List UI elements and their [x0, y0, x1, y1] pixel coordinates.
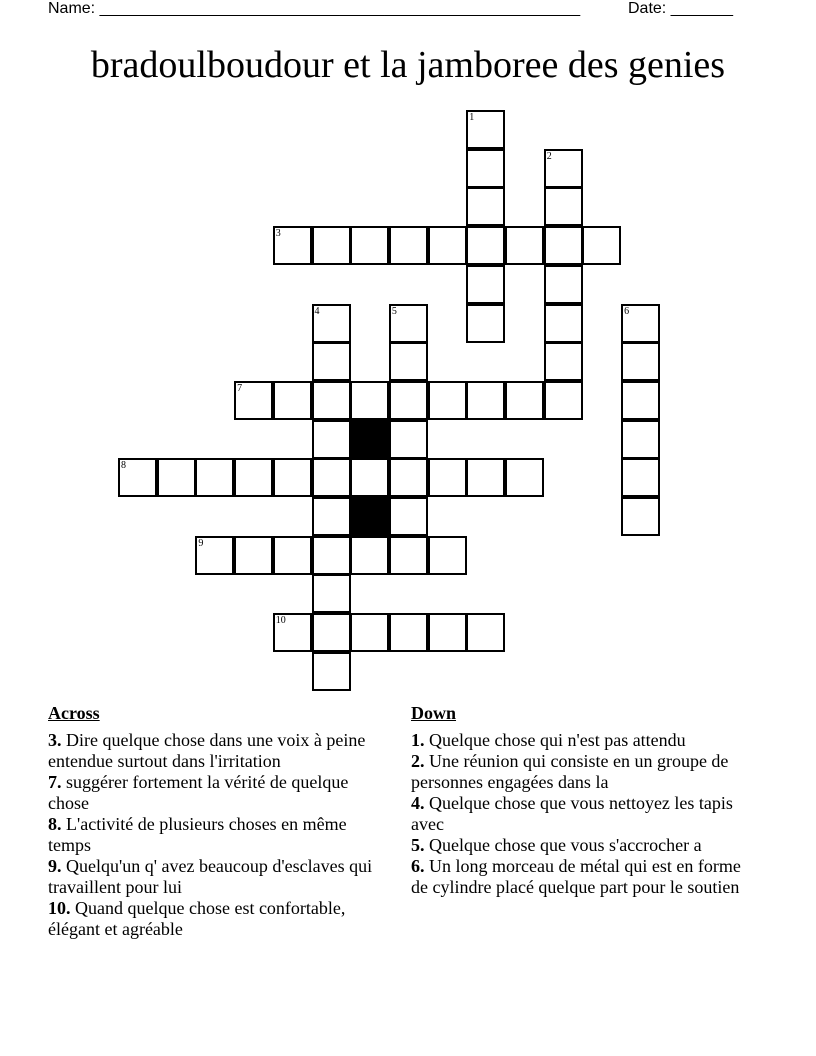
down-clues	[411, 703, 756, 898]
grid-cell[interactable]	[466, 381, 505, 420]
grid-cell[interactable]	[312, 574, 351, 613]
grid-cell[interactable]	[312, 458, 351, 497]
grid-cell[interactable]	[273, 613, 312, 652]
grid-cell[interactable]	[389, 420, 428, 459]
clue-number: 6	[624, 305, 630, 317]
grid-cell[interactable]	[312, 420, 351, 459]
grid-cell[interactable]	[621, 381, 660, 420]
clue-number: 2	[546, 150, 552, 162]
grid-cell[interactable]	[544, 265, 583, 304]
grid-cell[interactable]	[389, 458, 428, 497]
grid-cell[interactable]	[466, 187, 505, 226]
grid-cell[interactable]	[350, 226, 389, 265]
grid-cell[interactable]	[273, 458, 312, 497]
grid-cell[interactable]	[428, 381, 467, 420]
grid-cell[interactable]	[544, 187, 583, 226]
grid-cell[interactable]	[389, 497, 428, 536]
grid-cell[interactable]	[505, 458, 544, 497]
grid-cell[interactable]	[466, 613, 505, 652]
grid-cell[interactable]	[466, 226, 505, 265]
grid-cell[interactable]	[466, 149, 505, 188]
grid-cell[interactable]	[350, 613, 389, 652]
grid-cell[interactable]	[350, 536, 389, 575]
puzzle-title: bradoulboudour et la jamboree des genies	[90, 44, 726, 86]
clue-down-6: 6. Un long morceau de métal qui est en forme de cylindre placé quelque part pour le soutien	[411, 856, 741, 897]
clue-number: 1	[469, 112, 475, 123]
grid-cell[interactable]	[350, 381, 389, 420]
grid-cell[interactable]	[544, 304, 583, 343]
grid-cell[interactable]	[428, 536, 467, 575]
grid-cell[interactable]	[312, 497, 351, 536]
grid-cell[interactable]	[312, 536, 351, 575]
grid-cell[interactable]	[621, 497, 660, 536]
grid-cell[interactable]	[389, 381, 428, 420]
clue-across-8: 8. L'activité de plusieurs choses en même temps	[48, 814, 347, 855]
grid-cell[interactable]	[544, 381, 583, 420]
grid-cell-blocked	[350, 497, 389, 536]
grid-cell[interactable]	[389, 342, 428, 381]
clue-number: 9	[198, 537, 204, 549]
clue-down-4: 4. Quelque chose que vous nettoyez les tapis avec	[411, 793, 733, 834]
grid-cell[interactable]	[428, 226, 467, 265]
grid-cell[interactable]	[312, 226, 351, 265]
grid-cell[interactable]	[544, 226, 583, 265]
grid-cell[interactable]	[621, 342, 660, 381]
grid-cell[interactable]	[621, 304, 660, 343]
grid-cell[interactable]	[312, 381, 351, 420]
grid-cell[interactable]	[466, 458, 505, 497]
grid-cell[interactable]	[389, 304, 428, 343]
grid-cell[interactable]	[544, 342, 583, 381]
grid-cell[interactable]	[350, 458, 389, 497]
clue-across-10: 10. Quand quelque chose est confortable, élégant et agréable	[48, 898, 346, 939]
grid-cell[interactable]	[389, 226, 428, 265]
clue-down-5: 5. Quelque chose que vous s'accrocher a	[411, 835, 702, 855]
clue-down-2: 2. Une réunion qui consiste en un groupe de personnes engagées dans la	[411, 751, 729, 792]
clue-number: 5	[391, 305, 397, 317]
grid-cell[interactable]	[118, 458, 157, 497]
grid-cell[interactable]	[273, 381, 312, 420]
grid-cell[interactable]	[312, 652, 351, 691]
grid-cell[interactable]	[544, 149, 583, 188]
grid-cell[interactable]	[389, 536, 428, 575]
clue-across-3: 3. Dire quelque chose dans une voix à peine entendue surtout dans l'irritation	[48, 730, 366, 771]
grid-cell[interactable]	[312, 613, 351, 652]
clue-number: 7	[237, 382, 243, 394]
grid-cell[interactable]	[234, 458, 273, 497]
grid-cell[interactable]	[157, 458, 196, 497]
grid-cell[interactable]	[582, 226, 621, 265]
grid-cell[interactable]	[505, 226, 544, 265]
grid-cell[interactable]	[312, 304, 351, 343]
date-field[interactable]: Date: _______	[628, 0, 733, 17]
grid-cell[interactable]	[273, 536, 312, 575]
grid-cell[interactable]	[234, 536, 273, 575]
name-field[interactable]: Name: ______________________________________________________	[48, 0, 581, 17]
clue-number: 4	[314, 305, 320, 317]
clue-down-1: 1. Quelque chose qui n'est pas attendu	[411, 730, 686, 750]
clue-across-7: 7. suggérer fortement la vérité de quelque chose	[48, 772, 349, 813]
grid-cell[interactable]	[466, 110, 505, 149]
grid-cell[interactable]	[195, 458, 234, 497]
grid-cell[interactable]	[466, 265, 505, 304]
across-clues	[48, 703, 393, 940]
across-heading: Across	[48, 703, 100, 723]
clue-across-9: 9. Quelqu'un q' avez beaucoup d'esclaves qui travaillent pour lui	[48, 856, 373, 897]
grid-cell[interactable]	[621, 458, 660, 497]
grid-cell[interactable]	[505, 381, 544, 420]
grid-cell[interactable]	[312, 342, 351, 381]
clue-number: 8	[121, 460, 126, 472]
grid-cell[interactable]	[389, 613, 428, 652]
grid-cell[interactable]	[195, 536, 234, 575]
clue-number: 3	[275, 228, 281, 240]
grid-cell[interactable]	[466, 304, 505, 343]
grid-cell[interactable]	[428, 458, 467, 497]
grid-cell[interactable]	[428, 613, 467, 652]
down-heading: Down	[411, 703, 457, 723]
grid-cell-blocked	[350, 420, 389, 459]
clue-number: 10	[275, 615, 286, 627]
grid-cell[interactable]	[273, 226, 312, 265]
grid-cell[interactable]	[234, 381, 273, 420]
grid-cell[interactable]	[621, 420, 660, 459]
